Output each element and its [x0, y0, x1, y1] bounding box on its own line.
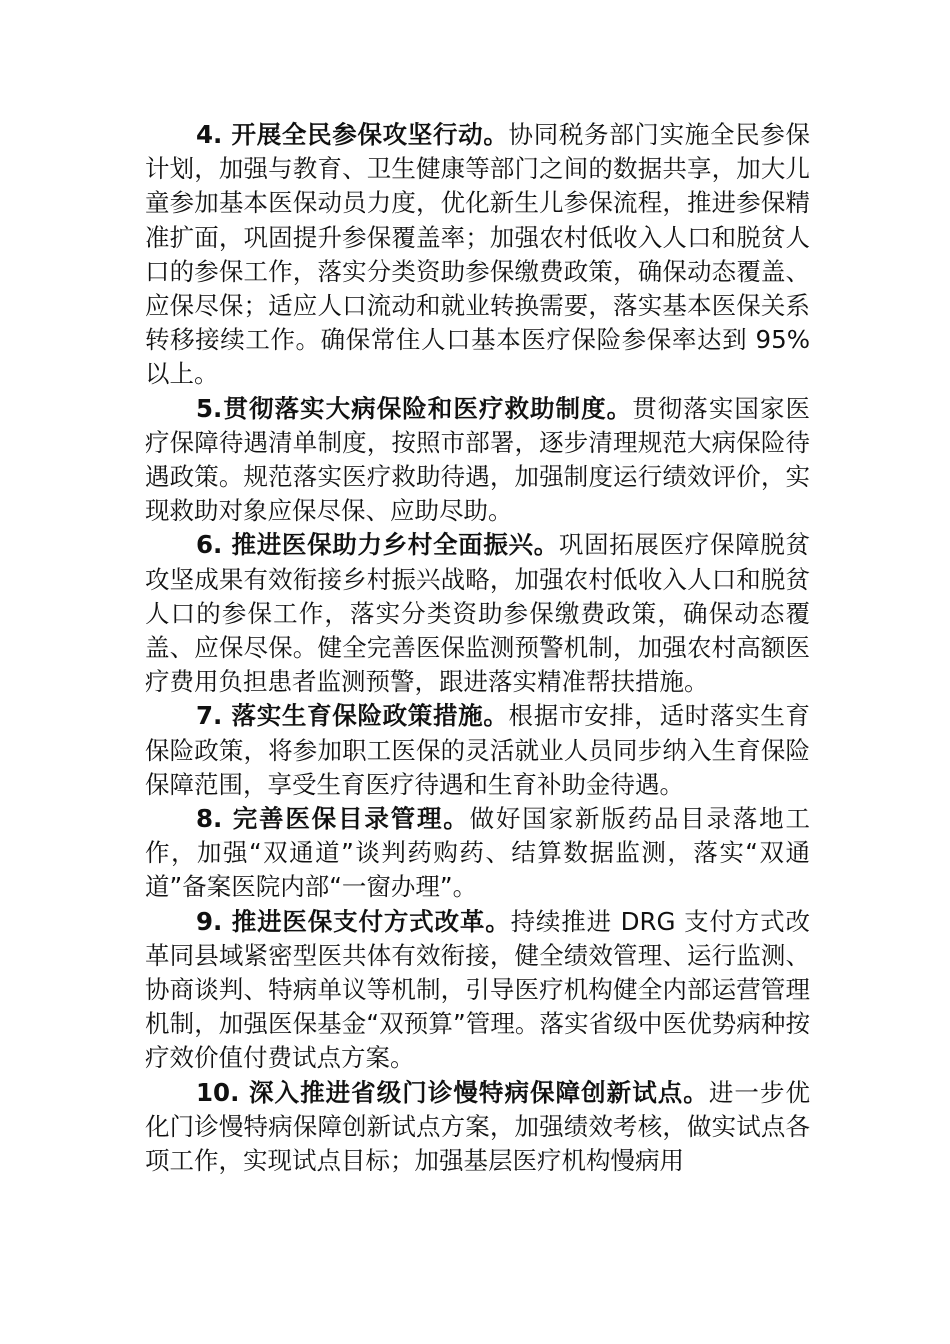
paragraph-body: 根据市安排，适时落实生育保险政策，将参加职工医保的灵活就业人员同步纳入生育保险保障范围，享受生育医疗待遇和生育补助金待遇。 [145, 701, 810, 799]
paragraph-body: 进一步优化门诊慢特病保障创新试点方案，加强绩效考核，做实试点各项工作，实现试点目标；加强基层医疗机构慢病用 [145, 1077, 811, 1176]
paragraph-4 [145, 118, 810, 392]
paragraph-10 [145, 1076, 810, 1179]
paragraph-heading: 4. 开展全民参保攻坚行动。 [196, 120, 509, 149]
paragraph-6 [145, 528, 810, 699]
paragraph-heading: 9. 推进医保支付方式改革。 [196, 906, 511, 936]
paragraph-body: 贯彻落实国家医疗保障待遇清单制度，按照市部署，逐步清理规范大病保险待遇政策。规范落实医疗救助待遇，加强制度运行绩效评价，实现救助对象应保尽保、应助尽助。 [145, 393, 810, 526]
paragraph-heading: 7. 落实生育保险政策措施。 [196, 701, 509, 731]
paragraph-heading: 6. 推进医保助力乡村全面振兴。 [196, 530, 559, 560]
document-page [145, 118, 810, 1178]
paragraph-body: 巩固拓展医疗保障脱贫攻坚成果有效衔接乡村振兴战略，加强农村低收入人口和脱贫人口的参保工作，落实分类资助参保缴费政策，确保动态覆盖、应保尽保。健全完善医保监测预警机制，加强农村高额医疗费用负担患者监测预警，跟进落实精准帮扶措施。 [145, 530, 810, 697]
paragraph-7 [145, 699, 810, 802]
paragraph-8 [145, 802, 810, 905]
paragraph-body: 协同税务部门实施全民参保计划，加强与教育、卫生健康等部门之间的数据共享，加大儿童参加基本医保动员力度，优化新生儿参保流程，推进参保精准扩面，巩固提升参保覆盖率；加强农村低收入人口和脱贫人口的参保工作，落实分类资助参保缴费政策，确保动态覆盖、应保尽保；适应人口流动和就业转换需要，落实基本医保关系转移接续工作。确保常住人口基本医疗保险参保率达到 95%以上。 [145, 120, 810, 389]
paragraph-5 [145, 392, 810, 529]
paragraph-body: 做好国家新版药品目录落地工作，加强“双通道”谈判药购药、结算数据监测，落实“双通道”备案医院内部“一窗办理”。 [145, 804, 811, 902]
paragraph-heading: 5.贯彻落实大病保险和医疗救助制度。 [196, 393, 633, 423]
paragraph-heading: 8. 完善医保目录管理。 [196, 804, 470, 834]
paragraph-body: 持续推进 DRG 支付方式改革同县域紧密型医共体有效衔接，健全绩效管理、运行监测、协商谈判、特病单议等机制，引导医疗机构健全内部运营管理机制，加强医保基金“双预算”管理。落实省级中医优势病种按疗效价值付费试点方案。 [145, 906, 810, 1073]
paragraph-heading: 10. 深入推进省级门诊慢特病保障创新试点。 [196, 1077, 709, 1107]
paragraph-9 [145, 905, 810, 1076]
